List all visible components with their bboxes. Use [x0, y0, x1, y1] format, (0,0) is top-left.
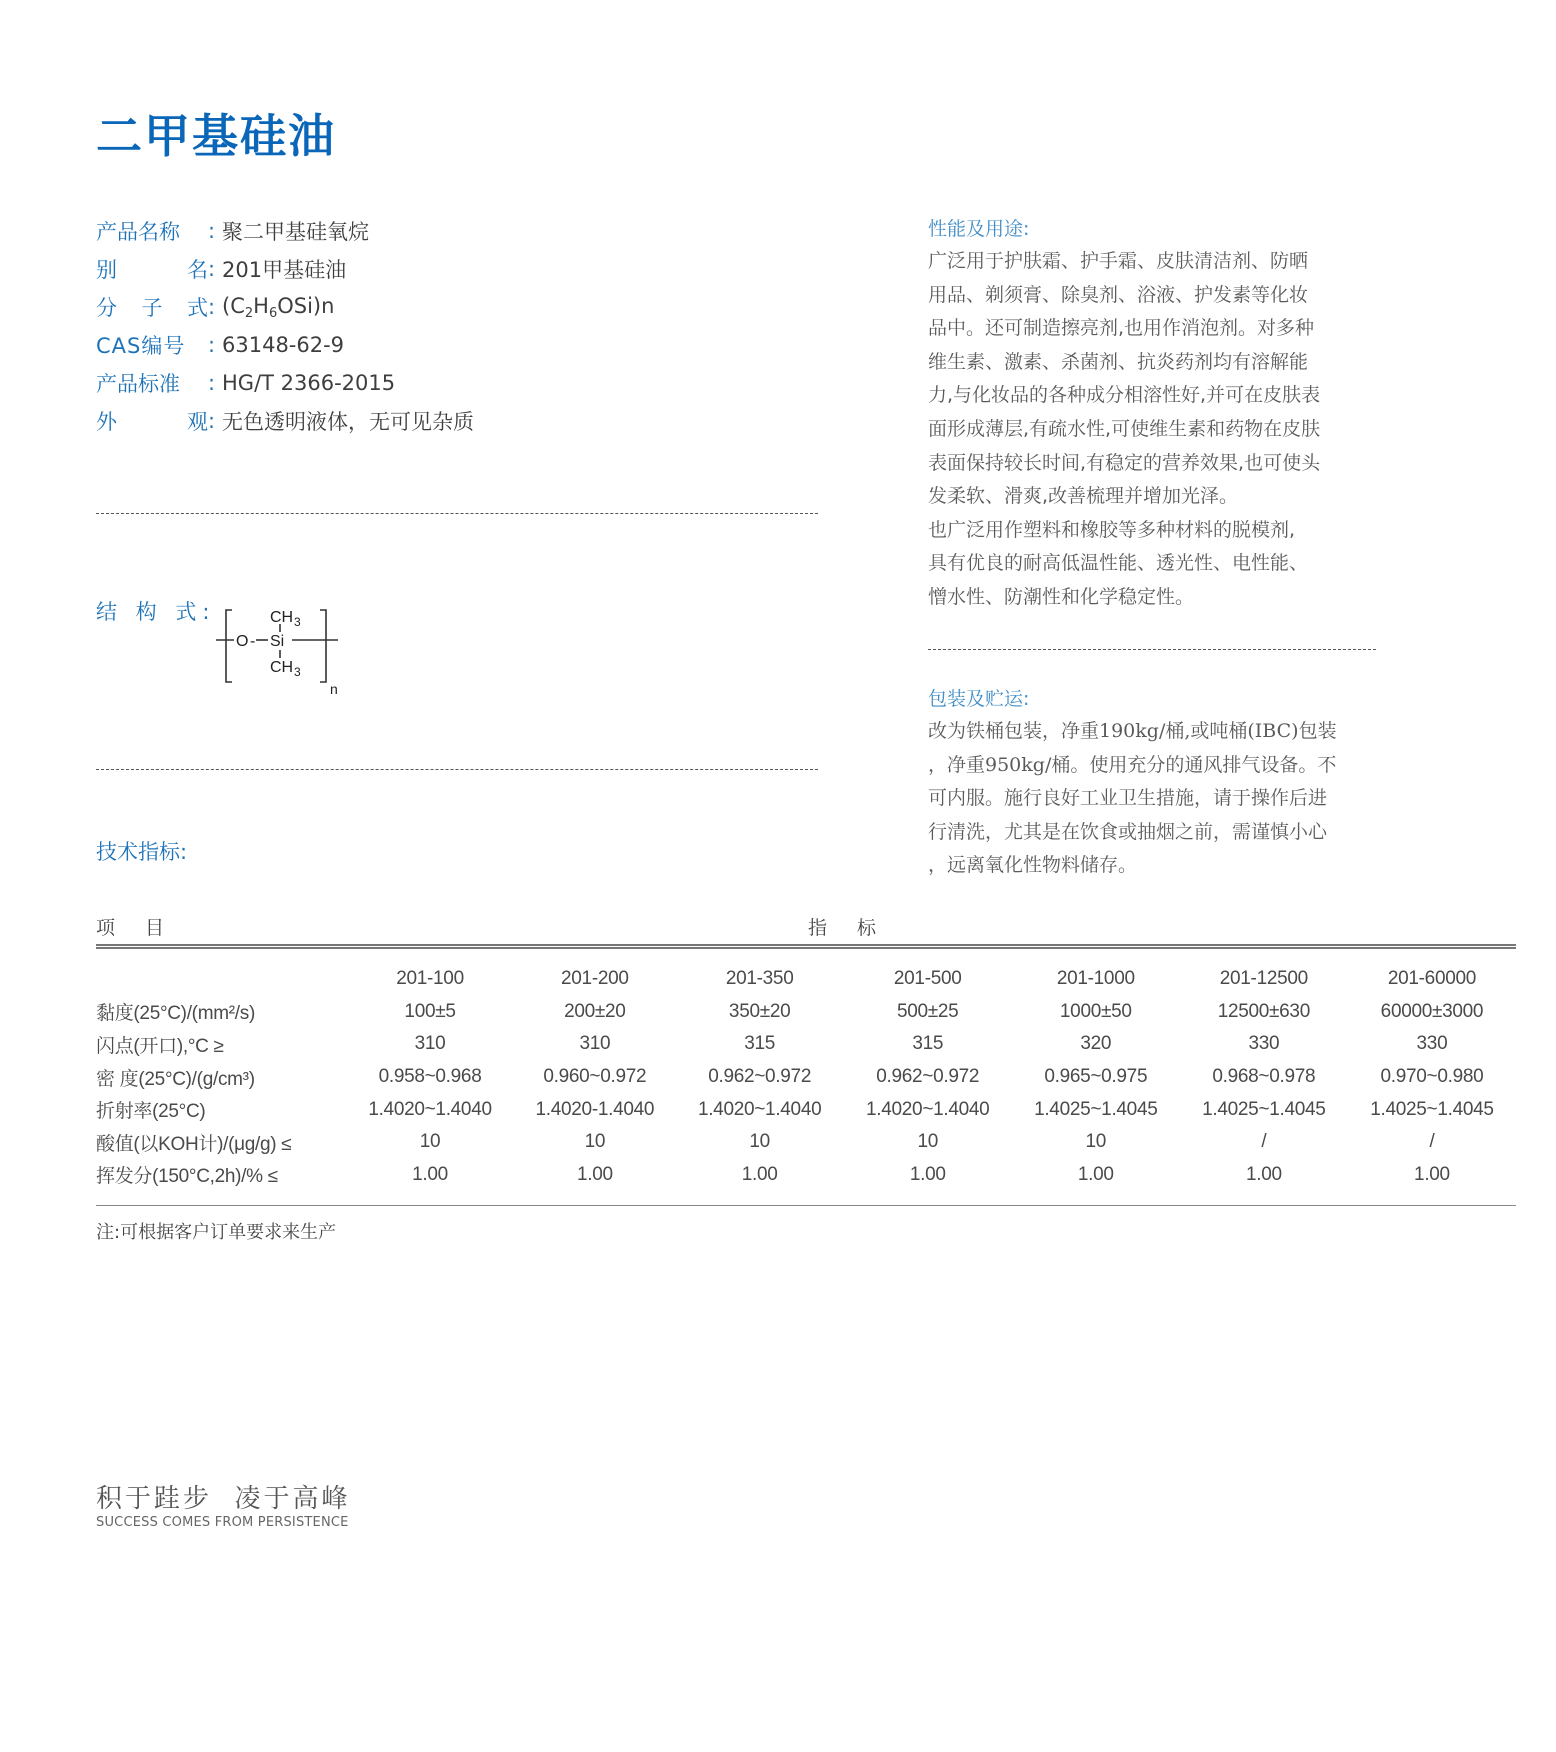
colon: : — [208, 371, 216, 395]
table-row — [96, 1126, 1516, 1159]
table-cell: 1.00 — [741, 1163, 778, 1185]
row-label: 密 度(25°C)/(g/cm³) — [96, 1068, 255, 1090]
text-line: 改为铁桶包装，净重190kg/桶,或吨桶(IBC)包装 — [928, 720, 1337, 742]
svg-text:3: 3 — [294, 665, 301, 679]
info-row-formula — [96, 288, 474, 326]
info-label — [96, 406, 208, 436]
table-cell: / — [1429, 1131, 1435, 1153]
table-cell: 330 — [1416, 1033, 1448, 1055]
info-label: CAS编号 — [96, 334, 186, 358]
table-cell: 315 — [912, 1033, 944, 1055]
text-line: 行清洗，尤其是在饮食或抽烟之前，需谨慎小心 — [928, 820, 1328, 843]
text-line: 也广泛用作塑料和橡胶等多种材料的脱模剂, — [928, 518, 1296, 541]
info-value: 聚二甲基硅氧烷 — [222, 220, 369, 244]
table-cell: 310 — [414, 1033, 446, 1055]
table-header — [96, 910, 1516, 942]
table-cell: 10 — [1085, 1131, 1107, 1153]
uses-section — [928, 214, 1378, 615]
text-line: 力,与化妆品的各种成分相溶性好,并可在皮肤表 — [928, 384, 1321, 407]
info-value: 63148-62-9 — [222, 333, 345, 357]
info-value: HG/T 2366-2015 — [222, 371, 396, 395]
info-row-standard — [96, 364, 474, 402]
table-row — [96, 1028, 1516, 1061]
text-line: ，净重950kg/桶。使用充分的通风排气设备。不 — [928, 753, 1337, 776]
label-char: 外 — [96, 410, 117, 434]
table-row — [96, 996, 1516, 1029]
formula-sub: 6 — [268, 305, 278, 321]
table-cell: 10 — [749, 1131, 770, 1153]
text-line: 发柔软、滑爽,改善梳理并增加光泽。 — [928, 485, 1239, 508]
column-header: 201-200 — [561, 968, 629, 990]
table-cell: 1.4020~1.4040 — [866, 1098, 990, 1120]
table-row-grades — [96, 963, 1516, 996]
table-cell: 1.00 — [1414, 1163, 1450, 1185]
colon: : — [208, 295, 216, 319]
table-cell: 60000±3000 — [1380, 1000, 1484, 1022]
table-cell: 0.968~0.978 — [1212, 1066, 1316, 1088]
text-line: 维生素、激素、杀菌剂、抗炎药剂均有溶解能 — [928, 350, 1309, 373]
colon: : — [208, 219, 216, 243]
text-line: 表面保持较长时间,有稳定的营养效果,也可使头 — [928, 451, 1321, 474]
info-row-alias — [96, 250, 474, 288]
label-char: 子 — [141, 296, 163, 320]
column-header: 201-100 — [396, 968, 464, 990]
table-cell: 10 — [584, 1131, 606, 1153]
table-cell: 0.960~0.972 — [543, 1066, 647, 1088]
label-char: 名 — [187, 258, 208, 282]
divider — [928, 649, 1376, 650]
table-cell: 1.00 — [1077, 1163, 1114, 1185]
colon: : — [208, 409, 216, 433]
info-row-cas — [96, 326, 474, 364]
formula-part: (C — [222, 293, 245, 318]
info-row-appearance — [96, 402, 474, 440]
table-cell: 0.965~0.975 — [1044, 1066, 1148, 1088]
structural-formula-icon — [216, 604, 356, 700]
svg-text:3: 3 — [294, 615, 301, 629]
table-cell: 1.00 — [412, 1163, 448, 1185]
header-rule — [96, 944, 1516, 949]
text-line: 憎水性、防潮性和化学稳定性。 — [928, 585, 1195, 608]
page-title: 二甲基硅油 — [96, 109, 336, 163]
table-cell: 330 — [1248, 1033, 1280, 1055]
table-row — [96, 1061, 1516, 1094]
column-header: 201-1000 — [1056, 968, 1135, 990]
table-cell: 10 — [917, 1131, 938, 1153]
table-cell: 1.4025~1.4045 — [1034, 1098, 1158, 1120]
uses-heading: 性能及用途: — [928, 218, 1030, 240]
column-header: 201-500 — [893, 968, 962, 990]
table-cell: 1.00 — [909, 1163, 946, 1185]
table-cell: 1.4020-1.4040 — [535, 1098, 655, 1120]
table-cell: 0.958~0.968 — [378, 1066, 482, 1088]
divider — [96, 513, 818, 514]
text-line: 具有优良的耐高低温性能、透光性、电性能、 — [928, 552, 1309, 575]
packaging-heading: 包装及贮运: — [928, 688, 1030, 710]
footer — [96, 1478, 351, 1530]
column-header: 201-12500 — [1219, 968, 1308, 990]
info-row-product-name — [96, 212, 474, 250]
colon: : — [208, 333, 216, 357]
table-cell: 1.00 — [576, 1163, 613, 1185]
row-label: 闪点(开口),°C ≥ — [96, 1035, 224, 1057]
table-cell: 310 — [579, 1033, 611, 1055]
header-item: 项 目 — [96, 916, 177, 939]
text-line: 品中。还可制造擦亮剂,也用作消泡剂。对多种 — [928, 317, 1315, 340]
molecular-formula — [222, 294, 334, 321]
label-char: 观 — [187, 410, 208, 434]
table-cell: 12500±630 — [1217, 1000, 1310, 1022]
table-cell: 0.970~0.980 — [1380, 1066, 1484, 1088]
product-info — [96, 212, 474, 440]
text-line: 用品、剃须膏、除臭剂、浴液、护发素等化妆 — [928, 283, 1309, 306]
table-cell: 315 — [744, 1033, 776, 1055]
table-cell: 320 — [1080, 1033, 1112, 1055]
row-label: 酸值(以KOH计)/(μg/g) ≤ — [96, 1133, 292, 1155]
table-cell: 1.4025~1.4045 — [1202, 1098, 1326, 1120]
table-row — [96, 1093, 1516, 1126]
table-cell: 1.00 — [1245, 1163, 1282, 1185]
table-cell: 1000±50 — [1059, 1000, 1132, 1022]
text-line: 可内服。施行良好工业卫生措施，请于操作后进 — [928, 787, 1328, 810]
spec-table — [96, 910, 1516, 1244]
text-line: 广泛用于护肤霜、护手霜、皮肤清洁剂、防晒 — [928, 250, 1309, 272]
table-cell — [96, 963, 346, 996]
colon: : — [208, 257, 216, 281]
table-cell: 10 — [419, 1131, 441, 1153]
info-label — [96, 292, 208, 322]
row-label: 黏度(25°C)/(mm²/s) — [96, 1003, 256, 1025]
packaging-text — [928, 715, 1378, 883]
info-label — [96, 254, 208, 284]
spec-data-table — [96, 963, 1516, 1191]
spec-heading: 技术指标: — [96, 840, 188, 864]
text-line: 面形成薄层,有疏水性,可使维生素和药物在皮肤 — [928, 417, 1321, 440]
table-cell: 0.962~0.972 — [876, 1066, 980, 1088]
formula-sub: 2 — [244, 305, 254, 321]
divider — [96, 769, 818, 770]
svg-text:-: - — [250, 633, 256, 650]
info-label: 产品名称 — [96, 220, 180, 244]
table-cell: 500±25 — [896, 1000, 959, 1022]
column-header: 201-350 — [725, 968, 794, 990]
table-cell: 350±20 — [728, 1000, 791, 1022]
table-cell: 200±20 — [564, 1000, 626, 1022]
table-cell: 1.4020~1.4040 — [368, 1098, 492, 1120]
table-cell: 1.4025~1.4045 — [1370, 1098, 1494, 1120]
svg-text:O: O — [236, 633, 249, 650]
table-row — [96, 1159, 1516, 1192]
table-note: 注:可根据客户订单要求来生产 — [96, 1222, 337, 1244]
row-label: 折射率(25°C) — [96, 1101, 206, 1123]
svg-text:Si: Si — [270, 633, 285, 650]
info-label: 产品标准 — [96, 372, 180, 396]
header-index: 指 标 — [808, 916, 889, 939]
slogan-en: SUCCESS COMES FROM PERSISTENCE — [96, 1515, 349, 1530]
table-cell: 1.4020~1.4040 — [697, 1098, 822, 1120]
formula-part: OSi)n — [277, 293, 335, 318]
info-value: 201甲基硅油 — [222, 258, 347, 282]
slogan-cn: 积于跬步 凌于高峰 — [96, 1484, 351, 1514]
structure-label: 结 构 式: — [96, 600, 216, 624]
column-header: 201-60000 — [1387, 968, 1477, 990]
table-bottom-rule — [96, 1205, 1516, 1206]
packaging-section — [928, 684, 1378, 883]
svg-text:CH: CH — [270, 609, 294, 626]
text-line: ，远离氧化性物料储存。 — [928, 854, 1138, 877]
formula-part: H — [253, 293, 269, 318]
table-cell: / — [1261, 1131, 1267, 1153]
label-char: 别 — [96, 258, 117, 282]
uses-text — [928, 245, 1378, 615]
table-cell: 100±5 — [404, 1000, 456, 1022]
table-cell: 0.962~0.972 — [708, 1066, 812, 1088]
info-value: 无色透明液体，无可见杂质 — [222, 410, 474, 434]
label-char: 式 — [187, 296, 208, 320]
svg-text:n: n — [330, 681, 338, 697]
label-char: 分 — [96, 296, 117, 320]
row-label: 挥发分(150°C,2h)/% ≤ — [96, 1166, 278, 1188]
svg-text:CH: CH — [270, 659, 294, 676]
